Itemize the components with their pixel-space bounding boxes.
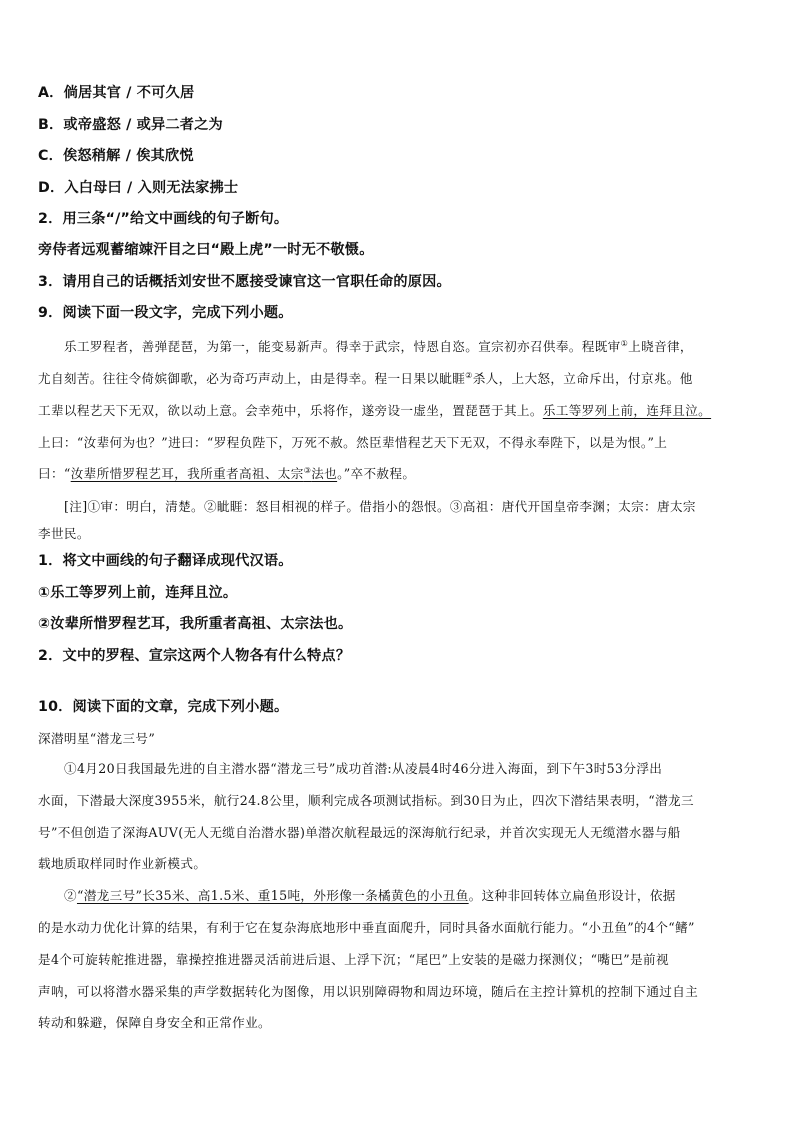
q9-notes-line1: [注]①审：明白，清楚。②眦睚：怒目相视的样子。借指小的怨恨。③高祖：唐代开国皇帝李渊；太宗：唐太宗: [64, 499, 696, 514]
option-a: A．倘居其官 / 不可久居: [38, 85, 195, 101]
passage-text: 乐工罗程者，善弹琵琶，为第一，能变易新声。得幸于武宗，恃恩自恣。宣宗初亦召供奉。程既审: [64, 339, 621, 354]
p2-line2: 的是水动力优化计算的结果，有利于它在复杂海底地形中垂直面爬升，同时具备水面航行能力。“小丑鱼”的4个“鳍”: [38, 920, 695, 935]
note-marker-2: ②: [465, 370, 473, 380]
passage-text: 。这种非回转体立扁鱼形设计，依据: [468, 888, 676, 903]
q9-passage-line4: 上曰：“汝辈何为也？”进曰：“罗程负陛下，万死不赦。然臣辈惜程艺天下无双，不得永奉陛下，以是为恨。”上: [38, 435, 668, 450]
p2-line4: 声呐，可以将潜水器采集的声学数据转化为图像，用以识别障碍物和周边环境，随后在主控计算机的控制下通过自主: [38, 984, 699, 999]
q8-3-prompt: 3．请用自己的话概括刘安世不愿接受谏官这一官职任命的原因。: [38, 274, 451, 290]
q9-passage-line1: [64, 336, 693, 355]
underlined-text: 法也: [311, 466, 338, 481]
passage-text: 。”卒不赦程。: [337, 466, 416, 481]
q9-passage-line5: [38, 463, 415, 482]
q9-1-prompt: 1．将文中画线的句子翻译成现代汉语。: [38, 553, 293, 569]
q9-notes-line2: 李世民。: [38, 526, 90, 541]
passage-text: 曰：“: [38, 466, 71, 481]
paragraph-number: ②: [64, 888, 77, 903]
passage-text: 上晓音律，: [628, 339, 693, 354]
underlined-sentence-2: [71, 466, 337, 481]
p1-line1: ①4月20日我国最先进的自主潜水器“潜龙三号”成功首潜:从凌晨4时46分进入海面，到下午3时53分浮出: [64, 761, 663, 776]
p1-line2: 水面，下潜最大深度3955米，航行24.8公里，顺利完成各项测试指标。到30日为止，四次下潜结果表明，“潜龙三: [38, 793, 694, 808]
p2-line3: 是4个可旋转舵推进器，靠操控推进器灵活前进后退、上浮下沉；“尾巴”上安装的是磁力探测仪；“嘴巴”是前视: [38, 952, 669, 967]
note-marker-1: ①: [620, 338, 629, 348]
q10-heading: 10．阅读下面的文章，完成下列小题。: [38, 699, 289, 715]
option-b: B．或帝盛怒 / 或异二者之为: [38, 117, 223, 133]
option-c: C．俟怒稍解 / 俟其欣悦: [38, 148, 194, 164]
underlined-sentence-3: “潜龙三号”长35米、高1.5米、重15吨，外形像一条橘黄色的小丑鱼: [76, 888, 469, 903]
p2-line5: 转动和躲避，保障自身安全和正常作业。: [38, 1015, 271, 1030]
passage-text: 杀人，上大怒，立命斥出，付京兆。他: [472, 371, 693, 386]
p2-line1: [64, 885, 676, 904]
q9-passage-line2: [38, 368, 693, 387]
passage-text: 尤自刻苦。往往令倚嫔御歌，必为奇巧声动上，由是得幸。程一日果以眦睚: [38, 371, 466, 386]
p1-line3: 号”不但创造了深海AUV(无人无缆自治潜水器)单潜次航程最远的深海航行纪录，并首次实现无人无缆潜水器与船: [38, 825, 681, 840]
article-title: 深潜明星“潜龙三号”: [38, 731, 156, 746]
underlined-sentence-1: 乐工等罗列上前，连拜且泣。: [542, 403, 712, 418]
p1-line4: 载地质取样同时作业新模式。: [38, 856, 207, 871]
option-d: D．入白母曰 / 入则无法家拂士: [38, 180, 239, 196]
underlined-text: 汝辈所惜罗程艺耳，我所重者高祖、太宗: [70, 466, 304, 481]
q9-passage-line3: [38, 400, 711, 419]
q8-2-prompt: 2．用三条“/”给文中画线的句子断句。: [38, 211, 289, 227]
passage-text: 工辈以程艺天下无双，欲以动上意。会幸苑中，乐将作，遂旁设一虚坐，置琵琶于其上。: [38, 403, 543, 418]
q9-heading: 9．阅读下面一段文字，完成下列小题。: [38, 305, 293, 321]
q9-2-prompt: 2．文中的罗程、宣宗这两个人物各有什么特点？: [38, 648, 351, 664]
q9-1-item-b: ②汝辈所惜罗程艺耳，我所重者高祖、太宗法也。: [38, 616, 353, 632]
q9-1-item-a: ①乐工等罗列上前，连拜且泣。: [38, 585, 238, 601]
q8-2-sentence: 旁侍者远观蓄缩竦汗目之曰“殿上虎”一时无不敬慑。: [38, 242, 374, 258]
note-marker-3: ③: [303, 465, 312, 475]
